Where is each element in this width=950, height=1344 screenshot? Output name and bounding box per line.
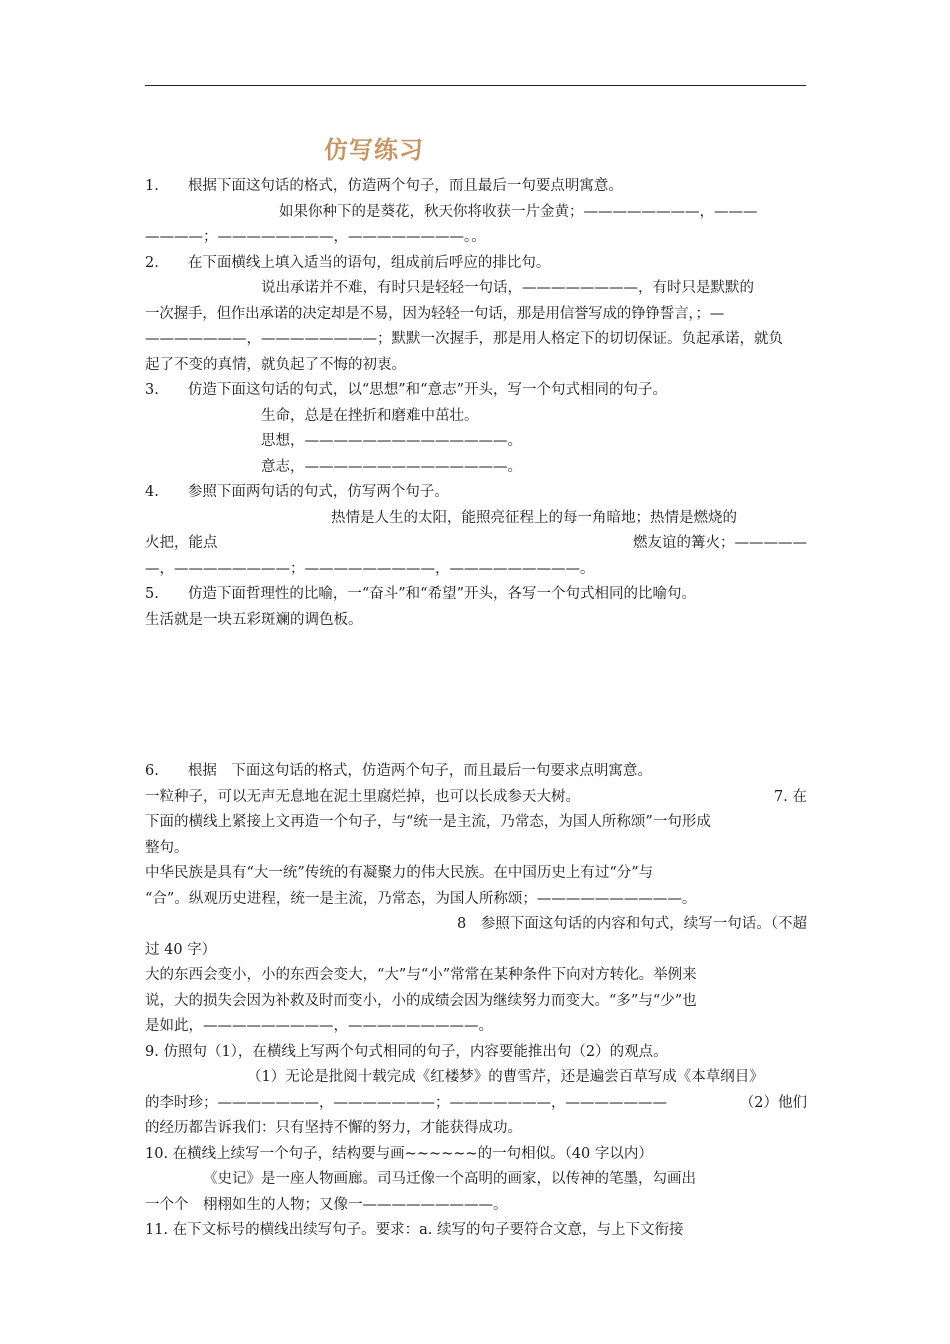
- q8-text-2: 说，大的损失会因为补救及时而变小，小的成绩会因为继续努力而变大。“多”与“少”也: [145, 992, 697, 1009]
- q8-prompt: 8 参照下面这句话的内容和句式，续写一句话。（不超: [457, 916, 807, 932]
- q4-example-2a: 火把，能点: [145, 535, 218, 551]
- q4-prompt: 4. 参照下面两句话的句式，仿写两个句子。: [145, 484, 449, 500]
- q4-example-1: 热情是人生的太阳，能照亮征程上的每一角暗地；热情是燃烧的: [331, 509, 737, 526]
- q10-text-2: 一个个 栩栩如生的人物；又像一—————————。: [145, 1196, 508, 1213]
- q3-blank-will: 意志，——————————————。: [261, 458, 522, 475]
- answer-space: [145, 633, 807, 759]
- q2-text-3: ———————，————————；默默一次握手，那是用人格定下的切切保证。负起承诺，就负: [145, 331, 783, 347]
- q1-example-cont: ————；————————，————————。。: [145, 229, 486, 245]
- q3-prompt: 3. 仿造下面这句话的句式，以“思想”和“意志”开头，写一个句式相同的句子。: [145, 382, 667, 398]
- q10-text-1: 《史记》是一座人物画廊。司马迁像一个高明的画家，以传神的笔墨，勾画出: [203, 1171, 696, 1187]
- q9-example-1: （1）无论是批阅十载完成《红楼梦》的曹雪芹，还是遍尝百草写成《本草纲目》: [247, 1069, 764, 1085]
- exercise-body: [145, 174, 807, 1244]
- q3-blank-thought: 思想，——————————————。: [261, 433, 522, 449]
- q9-blanks: 的李时珍；———————，———————；———————，———————: [145, 1094, 667, 1111]
- q8-prompt-cont: 过 40 字）: [145, 941, 217, 958]
- q1-example: 如果你种下的是葵花，秋天你将收获一片金黄；————————，———: [279, 203, 758, 220]
- q2-prompt: 2. 在下面横线上填入适当的语句，组成前后呼应的排比句。: [145, 254, 551, 271]
- q6-example: 一粒种子，可以无声无息地在泥土里腐烂掉，也可以长成参天大树。: [145, 788, 580, 805]
- q4-example-row: [145, 531, 807, 557]
- page-title: 仿写练习: [324, 136, 424, 164]
- q8-text-3: 是如此，—————————，—————————。: [145, 1018, 493, 1034]
- q9-text: 的经历都告诉我们：只有坚持不懈的努力，才能获得成功。: [145, 1120, 522, 1136]
- q7-text-1: 中华民族是具有“大一统”传统的有凝聚力的伟大民族。在中国历史上有过“分”与: [145, 865, 654, 881]
- q10-prompt: 10. 在横线上续写一个句子，结构要与画~~~~~~的一句相似。（40 字以内）: [145, 1145, 653, 1162]
- q5-prompt: 5. 仿造下面哲理性的比喻，一“奋斗”和“希望”开头，各写一个句式相同的比喻句。: [145, 586, 696, 602]
- q7-prompt: 下面的横线上紧接上文再造一个句子，与“统一是主流，乃常态，为国人所称颂”一句形成: [145, 814, 711, 830]
- q7-prompt-cont: 整句。: [145, 839, 189, 856]
- q7-number: 7. 在: [774, 788, 807, 805]
- q6-prompt: 6. 根据 下面这句话的格式，仿造两个句子，而且最后一句要求点明寓意。: [145, 763, 652, 779]
- q11-prompt: 11. 在下文标号的横线出续写句子。要求：a. 续写的句子要符合文意，与上下文衔接: [145, 1222, 684, 1238]
- q1-prompt: 1. 根据下面这句话的格式，仿造两个句子，而且最后一句要点明寓意。: [145, 178, 623, 194]
- q8-text-1: 大的东西会变小，小的东西会变大，“大”与“小”常常在某种条件下向对方转化。举例来: [145, 967, 697, 983]
- q4-blanks: —，————————；—————————，—————————。: [145, 560, 595, 577]
- q6-q7-row: [145, 785, 807, 811]
- q2-text-2: 一次握手，但作出承诺的决定却是不易，因为轻轻一句话，那是用信誉写成的铮铮誓言，；—: [145, 305, 725, 322]
- q2-text-4: 起了不变的真情，就负起了不悔的初衷。: [145, 356, 406, 373]
- q5-example: 生活就是一块五彩斑斓的调色板。: [145, 611, 363, 628]
- q4-example-2b: 燃友谊的篝火；—————: [633, 535, 807, 551]
- q3-example: 生命，总是在挫折和磨难中茁壮。: [261, 407, 479, 424]
- q7-text-2: “合”。纵观历史进程，统一是主流，乃常态，为国人所称颂；——————————。: [145, 890, 697, 907]
- q2-text-1: 说出承诺并不难，有时只是轻轻一句话，————————，有时只是默默的: [261, 280, 754, 296]
- q9-example-2: （2）他们: [739, 1094, 807, 1111]
- q9-prompt: 9. 仿照句（1），在横线上写两个句式相同的句子，内容要能推出句（2）的观点。: [145, 1043, 668, 1060]
- q9-row: [145, 1091, 807, 1117]
- header-rule: [145, 85, 806, 86]
